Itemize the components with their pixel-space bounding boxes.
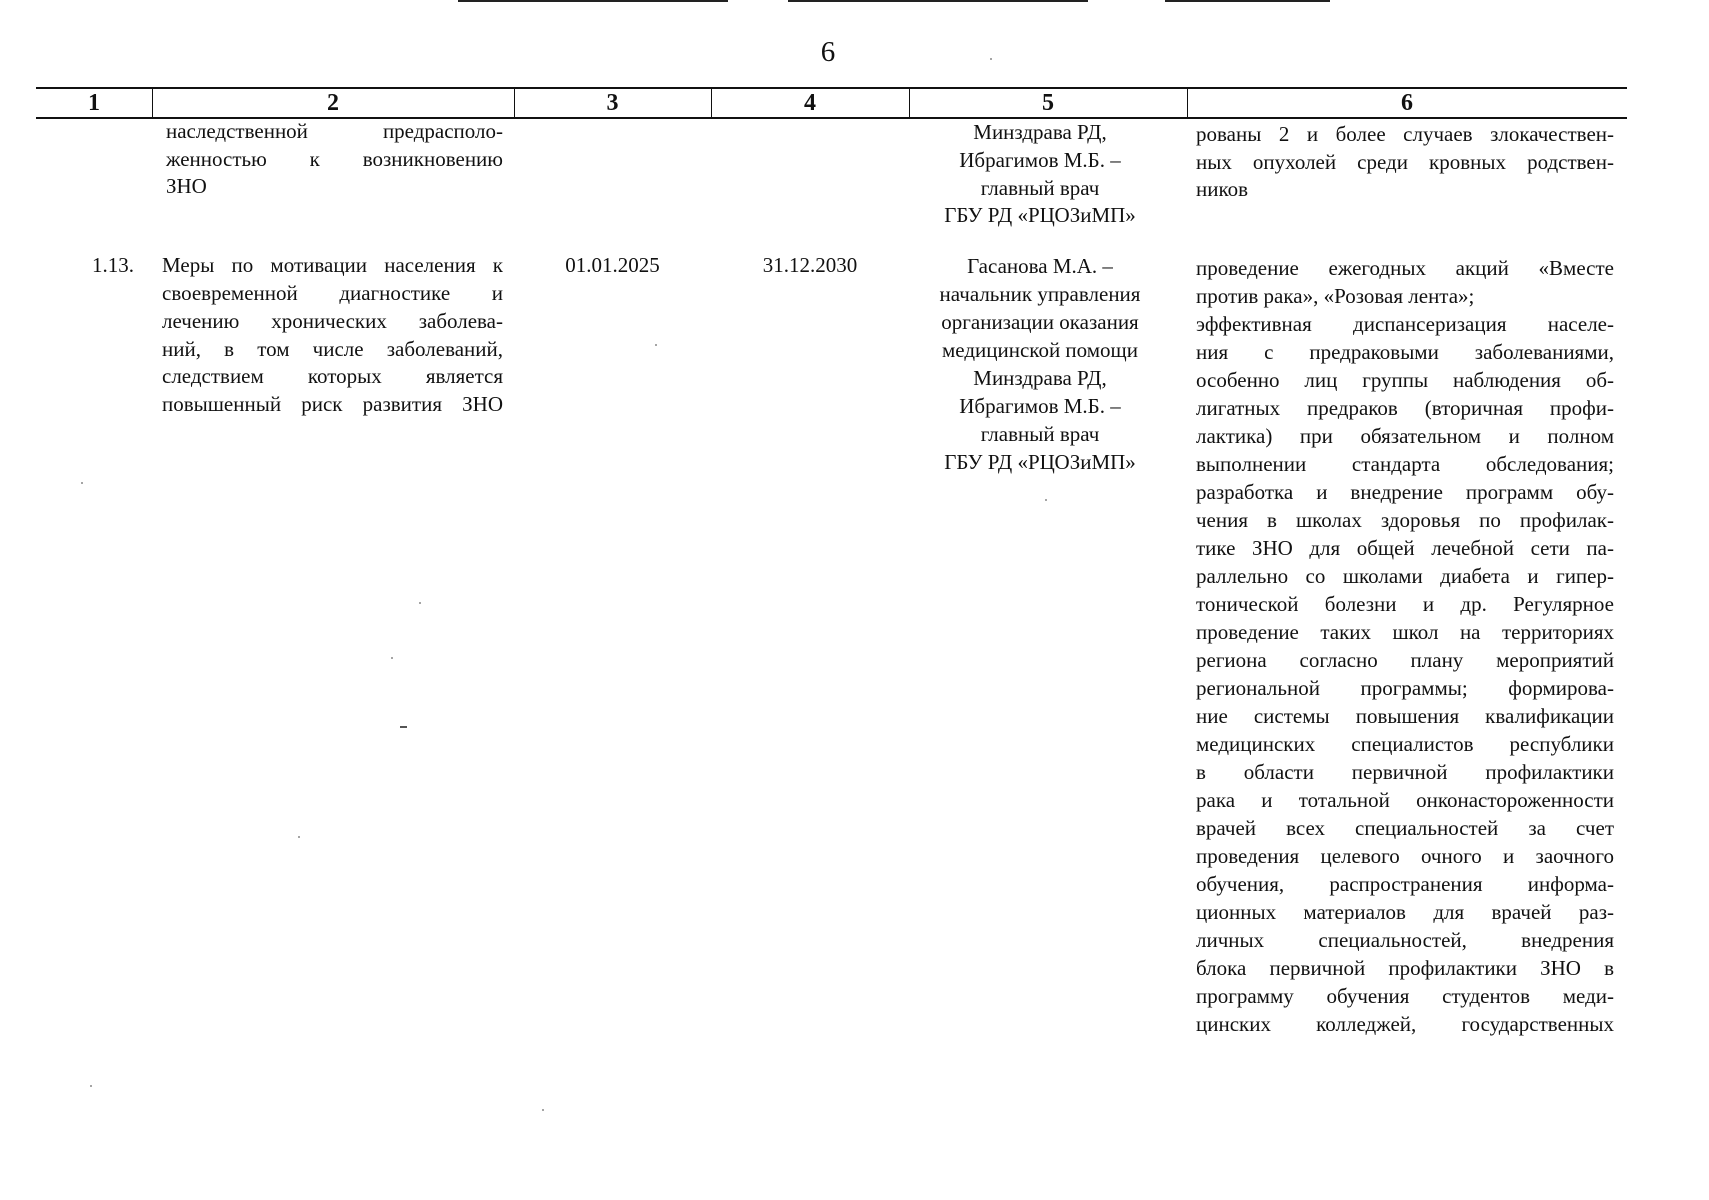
result-line: проведение таких школ на территориях [1196,620,1614,644]
top-edge-line [1165,0,1330,2]
column-header-2: 2 [327,90,339,116]
result-line: в области первичной профилактики [1196,760,1614,784]
page-number: 6 [820,36,836,68]
result-line: эффективная диспансеризация населе- [1196,312,1614,336]
measure-title-line: своевременной диагностике и [162,281,503,305]
result-line: проведение ежегодных акций «Вместе [1196,256,1614,280]
result-line: особенно лиц группы наблюдения об- [1196,368,1614,392]
continuation-measure-line: наследственной предрасполо- [166,119,503,143]
result-line: чения в школах здоровья по профилак- [1196,508,1614,532]
result-line: против рака», «Розовая лента»; [1196,284,1475,308]
result-line: региона согласно плану мероприятий [1196,648,1614,672]
result-line: выполнении стандарта обследования; [1196,452,1614,476]
continuation-responsible-line: главный врач [980,176,1100,200]
responsible-line: главный врач [980,422,1100,446]
continuation-result-line: ников [1196,177,1249,201]
column-header-5: 5 [1042,90,1054,116]
result-line: лигатных предраков (вторичная профи- [1196,396,1614,420]
result-line: ния с предраковыми заболеваниями, [1196,340,1614,364]
scan-speck [990,58,992,60]
start-date: 01.01.2025 [565,253,660,277]
row-number: 1.13. [92,253,134,277]
continuation-responsible-line: ГБУ РД «РЦОЗиМП» [944,203,1136,227]
measure-title-line: Меры по мотивации населения к [162,253,503,277]
result-line: региональной программы; формирова- [1196,676,1614,700]
result-line: тонической болезни и др. Регулярное [1196,592,1614,616]
scan-speck [298,836,300,838]
continuation-result-line: рованы 2 и более случаев злокачествен- [1196,122,1614,146]
result-line: медицинских специалистов республики [1196,732,1614,756]
continuation-measure-line: ЗНО [166,174,207,198]
scan-speck [1045,499,1047,501]
measure-title-line: лечению хронических заболева- [162,309,503,333]
top-edge-line [788,0,1088,2]
measure-title-line: следствием которых является [162,364,503,388]
responsible-line: медицинской помощи [942,338,1138,362]
column-header-3: 3 [606,90,619,116]
scan-speck [391,657,393,659]
result-line: раллельно со школами диабета и гипер- [1196,564,1614,588]
column-header-1: 1 [88,90,100,116]
scan-speck [419,602,421,604]
continuation-responsible-line: Ибрагимов М.Б. – [959,148,1121,172]
result-line: тике ЗНО для общей лечебной сети па- [1196,536,1614,560]
result-line: обучения, распространения информа- [1196,872,1614,896]
result-line: ционных материалов для врачей раз- [1196,900,1614,924]
scan-speck [90,1085,92,1087]
measure-title-line: ний, в том числе заболеваний, [162,337,503,361]
responsible-line: ГБУ РД «РЦОЗиМП» [944,450,1136,474]
responsible-line: Ибрагимов М.Б. – [959,394,1121,418]
result-line: цинских колледжей, государственных [1196,1012,1614,1036]
top-edge-line [458,0,728,2]
result-line: рака и тотальной онконастороженности [1196,788,1614,812]
continuation-result-line: ных опухолей среди кровных родствен- [1196,150,1614,174]
scan-speck [542,1109,544,1111]
responsible-line: организации оказания [941,310,1139,334]
responsible-line: начальник управления [939,282,1141,306]
scan-speck [400,726,407,728]
result-line: лактика) при обязательном и полном [1196,424,1614,448]
column-header-4: 4 [804,90,816,116]
end-date: 31.12.2030 [762,253,858,277]
result-line: разработка и внедрение программ обу- [1196,480,1614,504]
responsible-line: Минздрава РД, [973,366,1107,390]
scan-speck [81,482,83,484]
scan-speck [655,344,657,346]
continuation-measure-line: женностью к возникновению [166,147,503,171]
continuation-responsible-line: Минздрава РД, [973,120,1107,144]
result-line: личных специальностей, внедрения [1196,928,1614,952]
responsible-line: Гасанова М.А. – [967,254,1113,278]
column-header-6: 6 [1401,90,1413,116]
measure-title-line: повышенный риск развития ЗНО [162,392,503,416]
result-line: блока первичной профилактики ЗНО в [1196,956,1614,980]
result-line: ние системы повышения квалификации [1196,704,1614,728]
result-line: врачей всех специальностей за счет [1196,816,1614,840]
result-line: программу обучения студентов меди- [1196,984,1614,1008]
result-line: проведения целевого очного и заочного [1196,844,1614,868]
